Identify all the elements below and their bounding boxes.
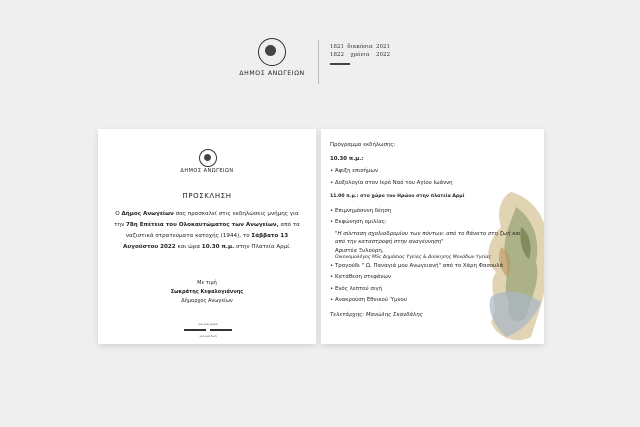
signatory-name: Σωκράτης Κεφαλογιάννης [170,289,244,295]
anniv-year: 1821 [330,44,344,50]
anniv-word: χρόνια [350,52,370,58]
invitation-body [112,209,302,253]
program-item: • Άφιξη επισήμων [330,167,530,176]
speaker-role: Οικονομολόγος ΜSc Δημόσιας Υγείας & Διοίκησης Μονάδων Υγείας [335,255,492,260]
card-logo-text: ΔΗΜΟΣ ΑΝΩΓΕΙΩΝ [180,168,234,174]
municipality-seal-icon [258,38,286,66]
program-item: • Εκφώνηση ομιλίας: [330,218,530,227]
footer-line: για μια ζωή [199,334,217,338]
body-text: στην Πλατεία Αρμί. [236,244,291,250]
signatory-title: Δήμαρχος Ανωγείων [181,298,233,304]
footer-bar [184,329,206,331]
speaker-name: Αριστέα Ξυλούρη, [335,247,384,254]
body-text: Ο [115,211,120,217]
body-text: και ώρα [177,244,201,250]
anniv-year: 2022 [376,52,390,58]
program-item: • Δοξολογία στον Ιερό Ναό του Αγίου Ιωάννη [330,179,530,188]
footer-bar [210,329,232,331]
anniversary-logo [330,43,390,65]
anniv-year: 2021 [376,44,390,50]
body-date: Σάββατο 13 Αυγούστου 2022 [123,233,289,250]
program-item: • Ανακρούση Εθνικού Ύμνου [330,296,530,305]
anniv-bar [330,63,350,65]
program-item: • Ενός λεπτού σιγή [330,285,530,294]
time-label: 11.00 π.μ.: στο χώρο του Ηρώου στην πλατεία Αρμί [330,194,465,199]
program-heading: Πρόγραμμα εκδήλωσης: [330,142,396,148]
body-event: 78η Επέτεια του Ολοκαυτώματος των Ανωγείων, [125,222,279,228]
footer-line: για μια χώρα [198,322,218,326]
anniv-year: 1822 [330,52,344,58]
body-text: από τα ναζιστικά στρατεύματα κατοχής (1944), [125,222,300,239]
anniv-word: διακόσια [347,44,373,50]
program-item: • Τραγούδι " Ω, Παναγιά μου Ανωγειανή" από το Χάρη Φασουλά [330,262,530,271]
brand-divider [318,40,319,84]
program-card [321,129,544,344]
body-text: το [242,233,250,239]
invitation-card [98,129,316,344]
invitation-title: ΠΡΟΣΚΛΗΣΗ [182,192,232,200]
regards-text: Με τιμή [197,280,217,286]
municipality-logo [230,38,314,77]
body-time: 10.30 π.μ. [201,244,235,250]
time-label: 10.30 π.μ.: [330,155,364,162]
body-host: Δήμος Ανωγείων [121,211,174,217]
card-footer [153,321,263,339]
body-text: σας προσκαλεί στις εκδηλώσεις μνήμης για την [114,211,299,228]
program-item: • Επιμνημόσυνη δέηση [330,207,530,216]
brand-header [0,0,640,100]
signature-block [98,279,316,306]
speech-title: "Η σύνταση σχολιοδρομίου των πόντων: από το θάνατο στη ζωή και από την καταστροφή στην αναγέννηση" [335,230,521,245]
municipality-seal-icon [199,149,217,167]
presenter: Τελετάρχης: Μανώλης Σκανδάλης [330,311,423,318]
logo-text: ΔΗΜΟΣ ΑΝΩΓΕΙΩΝ [239,70,305,77]
program-item: • Κατάθεση στεφάνων [330,273,530,282]
